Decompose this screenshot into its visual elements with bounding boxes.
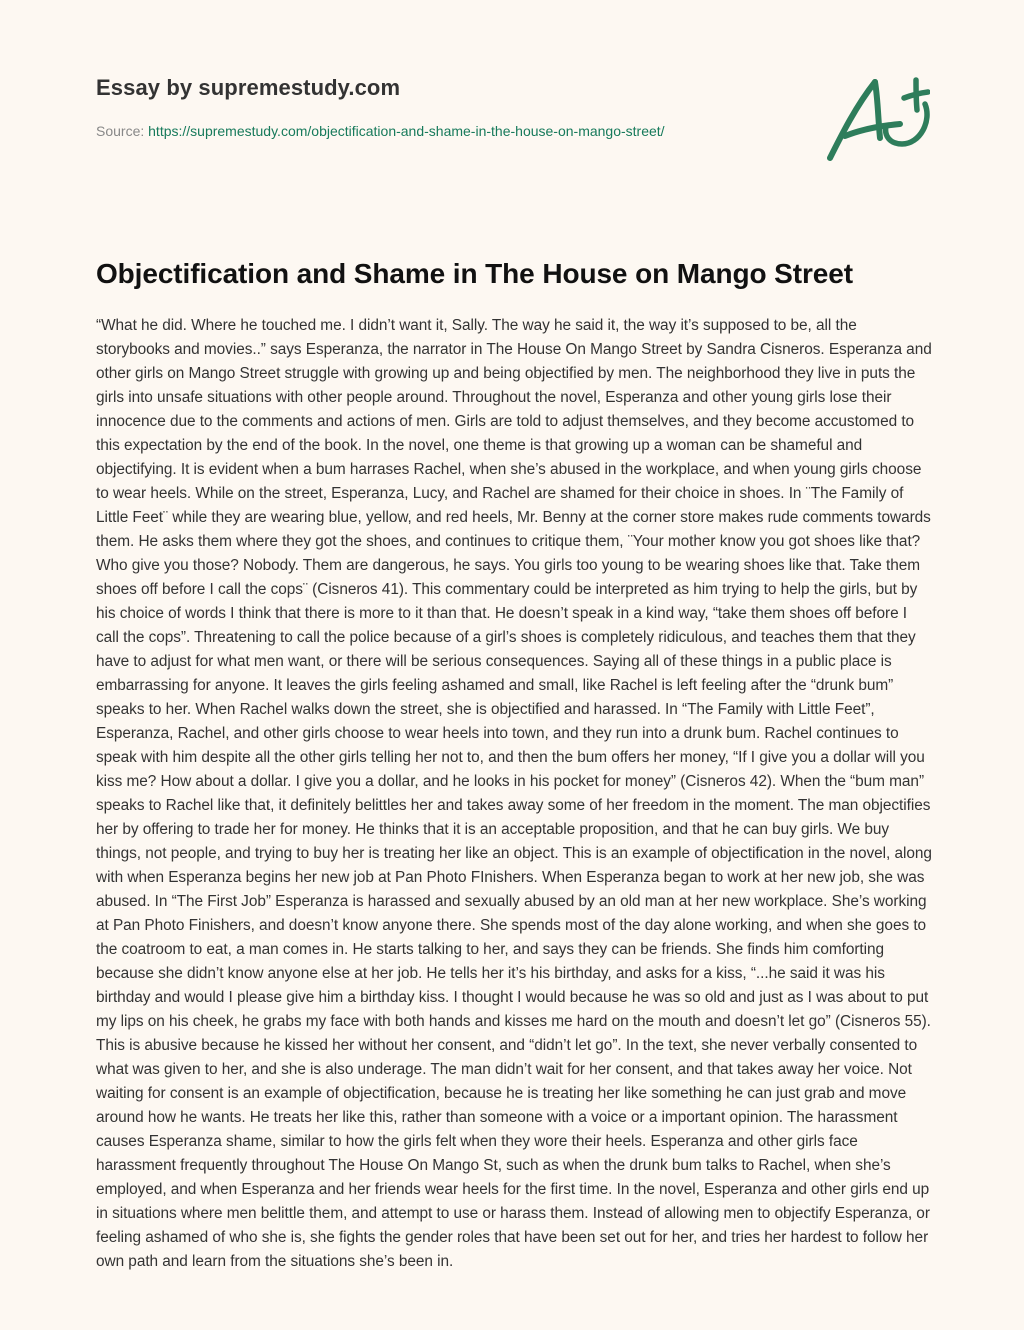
source-label: Source: xyxy=(96,123,149,139)
source-line xyxy=(96,122,796,140)
essay-body: “What he did. Where he touched me. I didn’t want it, Sally. The way he said it, the way it’s supposed to be, all the storybooks and movies..” says Esperanza, the narrator in The House On Mango Street by Sandra Cisneros. Esperanza and other girls on Mango Street struggle with growing up and being objectified by men. The neighborhood they live in puts the girls into unsafe situations with other people around. Throughout the novel, Esperanza and other young girls lose their innocence due to the comments and actions of men. Girls are told to adjust themselves, and they become accustomed to this expectation by the end of the book. In the novel, one theme is that growing up a woman can be shameful and objectifying. It is evident when a bum harrases Rachel, when she’s abused in the workplace, and when young girls choose to wear heels. While on the street, Esperanza, Lucy, and Rachel are shamed for their choice in shoes. In ¨The Family of Little Feet¨ while they are wearing blue, yellow, and red heels, Mr. Benny at the corner store makes rude comments towards them. He asks them where they got the shoes, and continues to critique them, ¨Your mother know you got shoes like that? Who give you those? Nobody. Them are dangerous, he says. You girls too young to be wearing shoes like that. Take them shoes off before I call the cops¨ (Cisneros 41). This commentary could be interpreted as him trying to help the girls, but by his choice of words I think that there is more to it than that. He doesn’t speak in a kind way, “take them shoes off before I call the cops”. Threatening to call the police because of a girl’s shoes is completely ridiculous, and teaches them that they have to adjust for what men want, or there will be serious consequences. Saying all of these things in a public place is embarrassing for anyone. It leaves the girls feeling ashamed and small, like Rachel is left feeling after the “drunk bum” speaks to her. When Rachel walks down the street, she is objectified and harassed. In “The Family with Little Feet”, Esperanza, Rachel, and other girls choose to wear heels into town, and they run into a drunk bum. Rachel continues to speak with him despite all the other girls telling her not to, and then the bum offers her money, “If I give you a dollar will you kiss me? How about a dollar. I give you a dollar, and he looks in his pocket for money” (Cisneros 42). When the “bum man” speaks to Rachel like that, it definitely belittles her and takes away some of her freedom in the moment. The man objectifies her by offering to trade her for money. He thinks that it is an acceptable proposition, and that he can buy girls. We buy things, not people, and trying to buy her is treating her like an object. This is an example of objectification in the novel, along with when Esperanza begins her new job at Pan Photo FInishers. When Esperanza began to work at her new job, she was abused. In “The First Job” Esperanza is harassed and sexually abused by an old man at her new workplace. She’s working at Pan Photo Finishers, and doesn’t know anyone there. She spends most of the day alone working, and when she goes to the coatroom to eat, a man comes in. He starts talking to her, and says they can be friends. She finds him comforting because she didn’t know anyone else at her job. He tells her it’s his birthday, and asks for a kiss, “...he said it was his birthday and would I please give him a birthday kiss. I thought I would because he was so old and just as I was about to put my lips on his cheek, he grabs my face with both hands and kisses me hard on the mouth and doesn’t let go” (Cisneros 55). This is abusive because he kissed her without her consent, and “didn’t let go”. In the text, she never verbally consented to what was given to her, and she is also underage. The man didn’t wait for her consent, and that takes away her voice. Not waiting for consent is an example of objectification, because he is treating her like something he can just grab and move around how he wants. He treats her like this, rather than someone with a voice or a important opinion. The harassment causes Esperanza shame, similar to how the girls felt when they wore their heels. Esperanza and other girls face harassment frequently throughout The House On Mango St, such as when the drunk bum talks to Rachel, when she’s employed, and when Esperanza and her friends wear heels for the first time. In the novel, Esperanza and other girls end up in situations where men belittle them, and attempt to use or harass them. Instead of allowing men to objectify Esperanza, or feeling ashamed of who she is, she fights the gender roles that have been set out for her, and tries her hardest to follow her own path and learn from the situations she’s been in. xyxy=(96,317,932,1270)
source-link[interactable]: https://supremestudy.com/objectification-and-shame-in-the-house-on-mango-street/ xyxy=(148,123,665,139)
site-header xyxy=(96,72,796,140)
essay-title: Objectification and Shame in The House on Mango Street xyxy=(96,258,853,289)
site-title: Essay by supremestudy.com xyxy=(96,75,401,100)
a-plus-grade-icon xyxy=(820,66,930,166)
